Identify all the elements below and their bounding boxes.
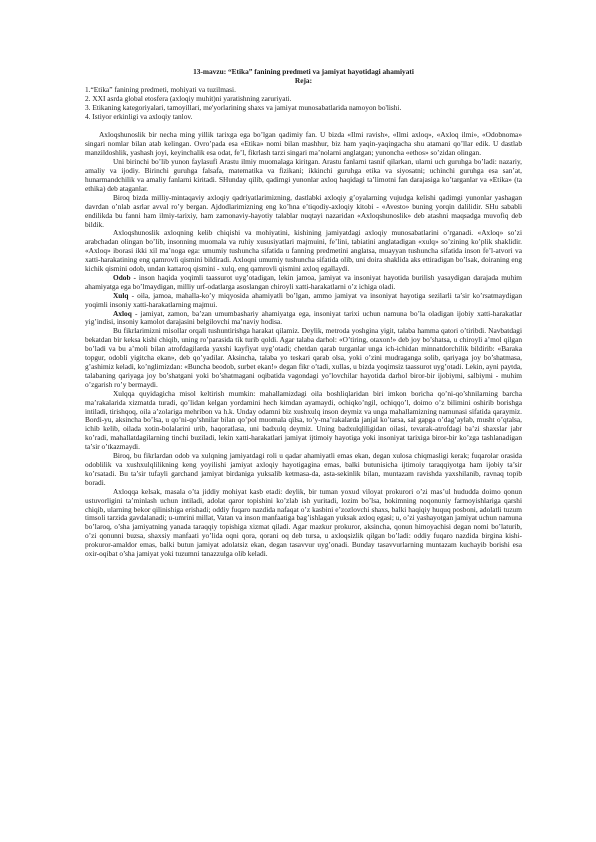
paragraph xyxy=(85,488,522,559)
paragraph xyxy=(85,229,522,274)
paragraph-text: Biroq bizda milliy-mintaqaviy axloqiy qadriyatlarimizning, dastlabki axloqiy g’oyalarning vujudga kelishi qadimgi yunonlar yashagan davrdan o’nlab asrlar avval ro’y bergan. Ajdodlarimizning eng ko’hna e’tiqodiy-axloqiy kitobi - «Avesto» buning yorqin dalilidir. SHu sababli endilikda bu fanni ham ilmiy-tarixiy, ham zamonaviy-hayotiy talablar nuqtayi nazaridan «Axloqshunoslik» deb atashni maqsadga muvofiq deb bildik. xyxy=(85,192,522,229)
document-page xyxy=(85,68,522,559)
plan-heading: Reja: xyxy=(294,75,313,85)
paragraph xyxy=(85,158,522,194)
paragraph xyxy=(85,131,522,158)
paragraph xyxy=(85,390,522,452)
paragraph-text: Biroq, bu fikrlardan odob va xulqning jamiyatdagi roli u qadar ahamiyatli emas ekan, degan xulosa chiqmasligi kerak; fuqarolar orasida odoblilik va xushxulqlilikning keng yoyilishi jamiyat axloqiy hayotigagina emas, balki butunisicha ijtimoiy taraqqiyotga ham ijobiy ta’sir ko’rsatadi. Bu ta’sir tufayli garchand jamiyat birdaniga yuksalib ketmasa-da, asta-sekinlik bilan, muntazam ravishda yaxshilanib, ravnaq topib boradi. xyxy=(85,451,522,487)
term-axloq: Axloq xyxy=(113,308,132,318)
plan-item: 1.“Etika” fanining predmeti, mohiyati va tuzilmasi. xyxy=(85,84,236,94)
paragraph xyxy=(85,310,522,328)
paragraph-text: - oila, jamoa, mahalla-ko’y miqyosida ahamiyatli bo’lgan, ammo jamiyat va insoniyat hayotiga sezilarli ta’sir ko’rsatmaydigan yoqimli insoniy xatti-harakatlarning majmui. xyxy=(85,290,522,309)
paragraph xyxy=(85,292,522,310)
plan-list xyxy=(85,86,522,122)
paragraph-text: Xulqqa quyidagicha misol keltirish mumkin: mahallamizdagi oila boshliqlaridan biri imkon boricha qo’ni-qo’shnilarning barcha ma’rakalarida xizmatda turadi, qo’lidan kelgan yordamini hech kimdan ayamaydi, ochiqko’ngil, ochiqqo’l, doimo o’z bilimini oshirib borishga intiladi, tirishqoq, oila a’zolariga mehribon va h.k. Unday odamni biz xushxulq inson deymiz va unga mahallamizning namunasi sifatida qaraymiz. Bordi-yu, aksincha bo’lsa, u qo’ni-qo’shnilar bilan qo’pol muomala qilsa, to’y-ma’rakalarda janjal ko’tarsa, sal gapga o’dag’aylab, musht o’qtalsa, ichib kelib, oilada xotin-bolalarini urib, haqoratlasa, uni badxulq deymiz. Uning badxulqliligidan oilasi, tevarak-atrofdagi ba’zi shaxslar jabr ko’radi, mahallatdagilarning tinchi buziladi, lekin xatti-harakatlari jamiyat ijtimoiy hayotiga yoki insoniyat tarixiga biror-bir ko’zga tashlanadigan ta’sir o’tkazmaydi. xyxy=(85,388,522,452)
paragraph xyxy=(85,274,522,292)
paragraph-text: Uni birinchi bo’lib yunon faylasufi Arastu ilmiy muomalaga kiritgan. Arastu fanlarni tasnif qilarkan, ularni uch guruhga bo’ladi: nazariy, amaliy va ijodiy. Birinchi guruhga falsafa, matematika va fizikani; ikkinchi guruhga etika va siyosatni; uchinchi guruhga esa san’at, hunarmandchilik va amaliy fanlarni kiritadi. SHunday qilib, qadimgi yunonlar axloq haqidagi ta’limotni fan darajasiga ko’targanlar va «Etika» (ta ethika) deb ataganlar. xyxy=(85,157,522,193)
paragraph xyxy=(85,194,522,230)
paragraph xyxy=(85,452,522,488)
paragraph xyxy=(85,327,522,389)
plan-item: 4. Istiyor erkinligi va axloqiy tanlov. xyxy=(85,111,193,121)
term-xulq: Xulq xyxy=(113,290,129,300)
term-odob: Odob - xyxy=(113,272,139,282)
paragraph-text: Bu fikrlarimizni misollar orqali tushuntirishga harakat qilamiz. Deylik, metroda yoshgina yigit, talaba hamma qatori o’tiribdi. Navbatdagi bekatdan bir keksa kishi chiqib, uning ro’parasida tik turib qoldi. Agar talaba darhol: «O’tiring, otaxon!» deb joy bo’shatsa, u chiroyli a’mol qilgan bo’ladi va bu a’moli bilan atrofdagilarda yaxshi kayfiyat uyg’otadi; chetdan qarab turganlar unga ich-ichidan minnatdorchilik bildirib: «Baraka topgur, odobli yigitcha ekan», deb qo’yadilar. Aksincha, talaba yo teskari qarab olsa, yoki o’zini mudraganga solib, qariyaga joy bo’shatmasa, g’ashimiz keladi, ko’nglimizdan: «Buncha beodob, surbet ekan!» degan fikr o’tadi, xullas, u bizda yoqimsiz taassurot uyg’otadi. Lekin, ayni paytda, talabaning qariyaga joy bo’shatgani yoki bo’shatmagani oqibatida vagondagi yo’lovchilar hayotida darhol biror-bir ijobiymi, salbiymi - muhim o’zgarish ro’y bermaydi. xyxy=(85,326,522,389)
paragraph-text: Axloqqa kelsak, masala o’ta jiddiy mohiyat kasb etadi: deylik, bir tuman yoxud viloyat prokurori o’zi mas’ul hududda doimo qonun ustuvorligini ta’minlash uchun intiladi, adolat qaror topishini ko’zlab ish yuritadi, lozim bo’lsa, hokimning noqonuniy farmoyishlariga qarshi chiqib, ularning bekor qilinishiga erishadi; oddiy fuqaro nazdida nafaqat o’z kasbini e’zozlovchi shaxs, balki haqiqiy huquq posboni, adolatli tuzum timsoli tarzida gavdalanadi; u-umrini millat, Vatan va inson manfaatiga bag’ishlagan yuksak axloq egasi; u, o’zi yashayotgan jamiyat uchun namuna bo’laroq, o’sha jamiyatning yanada taraqqiy topishiga xizmat qiladi. Agar mazkur prokuror, aksincha, qonun himoyachisi degan nomi bo’laturib, o’zi qonunni buzsa, shaxsiy manfaati yo’lida oqni qora, qorani oq deb tursa, u axloqsizlik qilgan bo’ladi: oddiy fuqaro nazdida birgina kishi-prokuror-amaldor emas, balki butun jamiyat adolatsiz ekan, degan tasavvur uyg’onadi. Bunday tasavvurlarning muntazam kuchayib borishi esa oxir-oqibat o’sha jamiyat yoki tuzumni tanazzulga olib keladi. xyxy=(85,486,522,559)
plan-item: 2. XXI asrda global etosfera (axloqiy muhit)ni yaratishning zaruriyati. xyxy=(85,93,292,103)
paragraph-text: - jamiyat, zamon, ba’zan umumbashariy ahamiyatga ega, insoniyat tarixi uchun namuna bo’la oladigan ijobiy xatti-harakatlar yig’indisi, insoniy kamolot darajasini belgilovchi ma’naviy hodisa. xyxy=(85,308,522,327)
document-title: 13-mavzu: “Etika” fanining predmeti va jamiyat hayotidagi ahamiyati xyxy=(193,67,414,76)
paragraph-text: inson haqida yoqimli taassurot uyg’otadigan, lekin jamoa, jamiyat va insoniyat hayotida burilish yasaydigan darajada muhim ahamiyatga ega bo’lmaydigan, milliy urf-odatlarga asoslangan chiroyli xatti-harakatlarni o’z ichiga oladi. xyxy=(85,272,523,291)
paragraph-text: Axloqshunoslik axloqning kelib chiqishi va mohiyatini, kishining jamiyatdagi axloqiy munosabatlarini o’rganadi. «Axloq» so’zi arabchadan olingan bo’lib, insonning muomala va ruhiy xususiyatlari majmuini, fe’lini, tabiatini anglatadigan «xulq» so’zining ko’plik shaklidir. «Axloq» iborasi ikki xil ma’noga ega: umumiy tushuncha sifatida u fanning predmetini anglatsa, muayyan tushuncha sifatida inson fe’l-atvori va xatti-harakatining eng qamrovli qismini bildiradi. Axloqni umumiy tushuncha sifatida olib, uni doira shaklida aks ettiradigan bo’lsak, doiraning eng kichik qismini odob, undan kattaroq qismini - xulq, eng qamrovli qismini axloq egallaydi. xyxy=(85,228,522,274)
plan-item: 3. Etikaning kategoriyalari, tamoyillari, me'yorlarining shaxs va jamiyat munosabatlarida namoyon bo'lishi. xyxy=(85,102,402,112)
paragraph-text: Axloqshunoslik bir necha ming yillik tarixga ega bo’lgan qadimiy fan. U bizda «Ilmi ravish», «Ilmi axloq», «Axloq ilmi», «Odobnoma» singari nomlar bilan atab kelingan. Ovro’pada esa «Etika» nomi bilan mashhur, biz ham yaqin-yaqingacha shu atamani qo’llar edik. U dastlab manzildoshlik, yashash joyi, keyinchalik esa odat, fe’l, fikrlash tarzi singari ma’nolarni anglatgan; yunoncha «ethos» so’zidan olingan. xyxy=(85,130,522,158)
title-block xyxy=(85,68,522,86)
